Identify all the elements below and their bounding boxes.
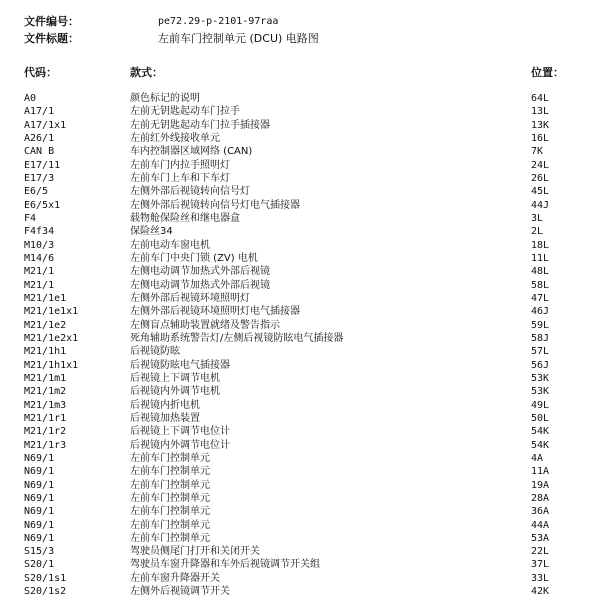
list-item [0, 452, 601, 465]
component-position: 47L [531, 292, 550, 304]
component-code: M21/1m3 [24, 399, 67, 411]
component-description: 左前车门内拉手照明灯 [130, 159, 230, 171]
component-position: 7K [531, 146, 544, 158]
component-code: M21/1e1x1 [24, 306, 79, 318]
column-header-code: 代码： [24, 66, 57, 79]
list-item [0, 119, 601, 132]
component-code: M21/1r1 [24, 412, 67, 424]
component-description: 左前无钥匙起动车门拉手 [130, 106, 240, 118]
list-item [0, 332, 601, 345]
component-position: 57L [531, 346, 550, 358]
component-code: S15/3 [24, 546, 55, 558]
component-code: CAN B [24, 146, 55, 158]
component-code: A0 [24, 93, 37, 104]
list-item [0, 412, 601, 425]
component-code: M21/1h1 [24, 346, 67, 358]
list-item [0, 292, 601, 305]
component-code: N69/1 [24, 519, 55, 531]
component-code: F4 [24, 212, 37, 224]
component-code: N69/1 [24, 479, 55, 491]
component-description: 左前车门控制单元 [130, 479, 210, 491]
file-number-label: 文件编号： [24, 15, 79, 28]
component-code: M10/3 [24, 239, 55, 251]
component-code: S20/1s1 [24, 572, 67, 584]
list-item [0, 425, 601, 438]
component-description: 左前车门控制单元 [130, 506, 210, 518]
component-position: 53A [531, 532, 550, 544]
component-description: 保险丝34 [130, 226, 173, 238]
component-description: 后视镜内折电机 [130, 399, 200, 411]
component-position: 53K [531, 372, 550, 384]
list-item [0, 519, 601, 532]
list-item [0, 558, 601, 571]
component-description: 车内控制器区域网络 (CAN) [130, 146, 253, 158]
component-description: 左前无钥匙起动车门拉手插接器 [130, 119, 270, 131]
list-item [0, 132, 601, 145]
component-position: 11L [531, 252, 550, 264]
list-item [0, 105, 601, 118]
list-item [0, 185, 601, 198]
list-item [0, 439, 601, 452]
component-position: 24L [531, 159, 550, 171]
component-code: M21/1 [24, 279, 55, 291]
component-code: M21/1r2 [24, 426, 67, 438]
component-description: 左前车门控制单元 [130, 466, 210, 478]
component-description: 左前车窗升降器开关 [130, 572, 220, 584]
component-position: 26L [531, 172, 550, 184]
component-description: 后视镜加热装置 [130, 412, 200, 424]
list-item [0, 225, 601, 238]
list-item [0, 465, 601, 478]
component-code: M21/1m2 [24, 386, 67, 398]
list-item [0, 479, 601, 492]
component-position: 50L [531, 412, 550, 424]
component-description: 左前车门控制单元 [130, 492, 210, 504]
component-code: A17/1x1 [24, 119, 67, 131]
list-item [0, 159, 601, 172]
component-position: 11A [531, 466, 550, 478]
component-position: 36A [531, 506, 550, 518]
component-position: 44J [531, 199, 550, 211]
component-position: 58J [531, 332, 550, 344]
component-code: M14/6 [24, 252, 55, 264]
component-code: M21/1e1 [24, 292, 67, 304]
component-description: 左侧外部后视镜转向信号灯 [130, 186, 250, 198]
component-description: 后视镜防眩电气插接器 [130, 359, 230, 371]
component-description: 后视镜内外调节电位计 [130, 439, 230, 451]
list-item [0, 585, 601, 598]
file-number-value: pe72.29-p-2101-97raa [158, 16, 279, 27]
list-item [0, 239, 601, 252]
component-code: E17/3 [24, 172, 55, 184]
component-position: 2L [531, 226, 544, 238]
component-code: M21/1e2x1 [24, 332, 79, 344]
component-position: 4A [531, 452, 544, 464]
component-description: 左前电动车窗电机 [130, 239, 210, 251]
list-item [0, 372, 601, 385]
component-position: 48L [531, 266, 550, 278]
component-code: E6/5 [24, 186, 49, 198]
component-description: 颜色标记的说明 [130, 93, 200, 104]
component-code: M21/1m1 [24, 372, 67, 384]
component-position: 18L [531, 239, 550, 251]
list-item [0, 399, 601, 412]
component-description: 左前车门中央门锁 (ZV) 电机 [130, 252, 258, 264]
component-code: S20/1 [24, 559, 55, 571]
component-position: 33L [531, 572, 550, 584]
component-description: 左侧外后视镜调节开关 [130, 586, 230, 598]
component-description: 死角辅助系统警告灯/左侧后视镜防眩电气插接器 [130, 332, 344, 344]
component-code: M21/1h1x1 [24, 359, 79, 371]
file-title-value: 左前车门控制单元 (DCU) 电路图 [158, 32, 319, 45]
component-position: 28A [531, 492, 550, 504]
component-code: E17/11 [24, 159, 61, 171]
list-item [0, 385, 601, 398]
list-item [0, 345, 601, 358]
component-description: 驾驶员侧尾门打开和关闭开关 [130, 546, 260, 558]
component-code: N69/1 [24, 466, 55, 478]
component-position: 58L [531, 279, 550, 291]
component-position: 3L [531, 212, 544, 224]
component-code: N69/1 [24, 532, 55, 544]
component-description: 左前车门控制单元 [130, 532, 210, 544]
list-item [0, 545, 601, 558]
column-header-pos: 位置： [531, 66, 564, 79]
component-description: 左前车门控制单元 [130, 452, 210, 464]
component-description: 左侧外部后视镜转向信号灯电气插接器 [130, 199, 300, 211]
list-item [0, 172, 601, 185]
component-description: 后视镜上下调节电机 [130, 372, 220, 384]
component-position: 13K [531, 119, 550, 131]
list-item [0, 199, 601, 212]
component-description: 左前红外线接收单元 [130, 132, 220, 144]
file-title-label: 文件标题： [24, 32, 79, 45]
component-position: 44A [531, 519, 550, 531]
component-position: 54K [531, 439, 550, 451]
component-description: 载物舱保险丝和继电器盒 [130, 212, 240, 224]
list-item [0, 145, 601, 158]
component-description: 左侧外部后视镜环境照明灯电气插接器 [130, 306, 300, 318]
component-description: 驾驶员车窗升降器和车外后视镜调节开关组 [130, 559, 320, 571]
component-position: 37L [531, 559, 550, 571]
component-description: 后视镜防眩 [130, 346, 180, 358]
component-code: N69/1 [24, 452, 55, 464]
component-position: 13L [531, 106, 550, 118]
component-position: 16L [531, 132, 550, 144]
list-item [0, 505, 601, 518]
component-position: 45L [531, 186, 550, 198]
component-code: M21/1e2 [24, 319, 67, 331]
component-position: 46J [531, 306, 550, 318]
component-description: 左前车门控制单元 [130, 519, 210, 531]
component-position: 53K [531, 386, 550, 398]
list-item [0, 212, 601, 225]
list-item [0, 359, 601, 372]
component-list [0, 92, 601, 598]
component-description: 左侧电动调节加热式外部后视镜 [130, 266, 270, 278]
column-header-desc: 款式： [130, 66, 163, 79]
component-code: A17/1 [24, 106, 55, 118]
list-item [0, 572, 601, 585]
component-description: 左侧外部后视镜环境照明灯 [130, 292, 250, 304]
component-position: 54K [531, 426, 550, 438]
list-item [0, 319, 601, 332]
component-code: M21/1 [24, 266, 55, 278]
component-position: 42K [531, 586, 550, 598]
list-item [0, 532, 601, 545]
component-description: 左侧电动调节加热式外部后视镜 [130, 279, 270, 291]
component-description: 左前车门上车和下车灯 [130, 172, 230, 184]
list-item [0, 92, 601, 105]
component-code: M21/1r3 [24, 439, 67, 451]
component-description: 后视镜内外调节电机 [130, 386, 220, 398]
list-item [0, 492, 601, 505]
component-code: S20/1s2 [24, 586, 67, 598]
list-item [0, 265, 601, 278]
component-code: A26/1 [24, 132, 55, 144]
component-position: 49L [531, 399, 550, 411]
list-item [0, 252, 601, 265]
component-position: 59L [531, 319, 550, 331]
list-item [0, 279, 601, 292]
component-description: 后视镜上下调节电位计 [130, 426, 230, 438]
component-position: 56J [531, 359, 550, 371]
component-code: F4f34 [24, 226, 55, 238]
component-code: N69/1 [24, 506, 55, 518]
component-description: 左侧盲点辅助装置就绪及警告指示 [130, 319, 280, 331]
component-code: N69/1 [24, 492, 55, 504]
component-code: E6/5x1 [24, 199, 61, 211]
list-item [0, 305, 601, 318]
component-position: 19A [531, 479, 550, 491]
component-position: 64L [531, 93, 550, 104]
component-position: 22L [531, 546, 550, 558]
